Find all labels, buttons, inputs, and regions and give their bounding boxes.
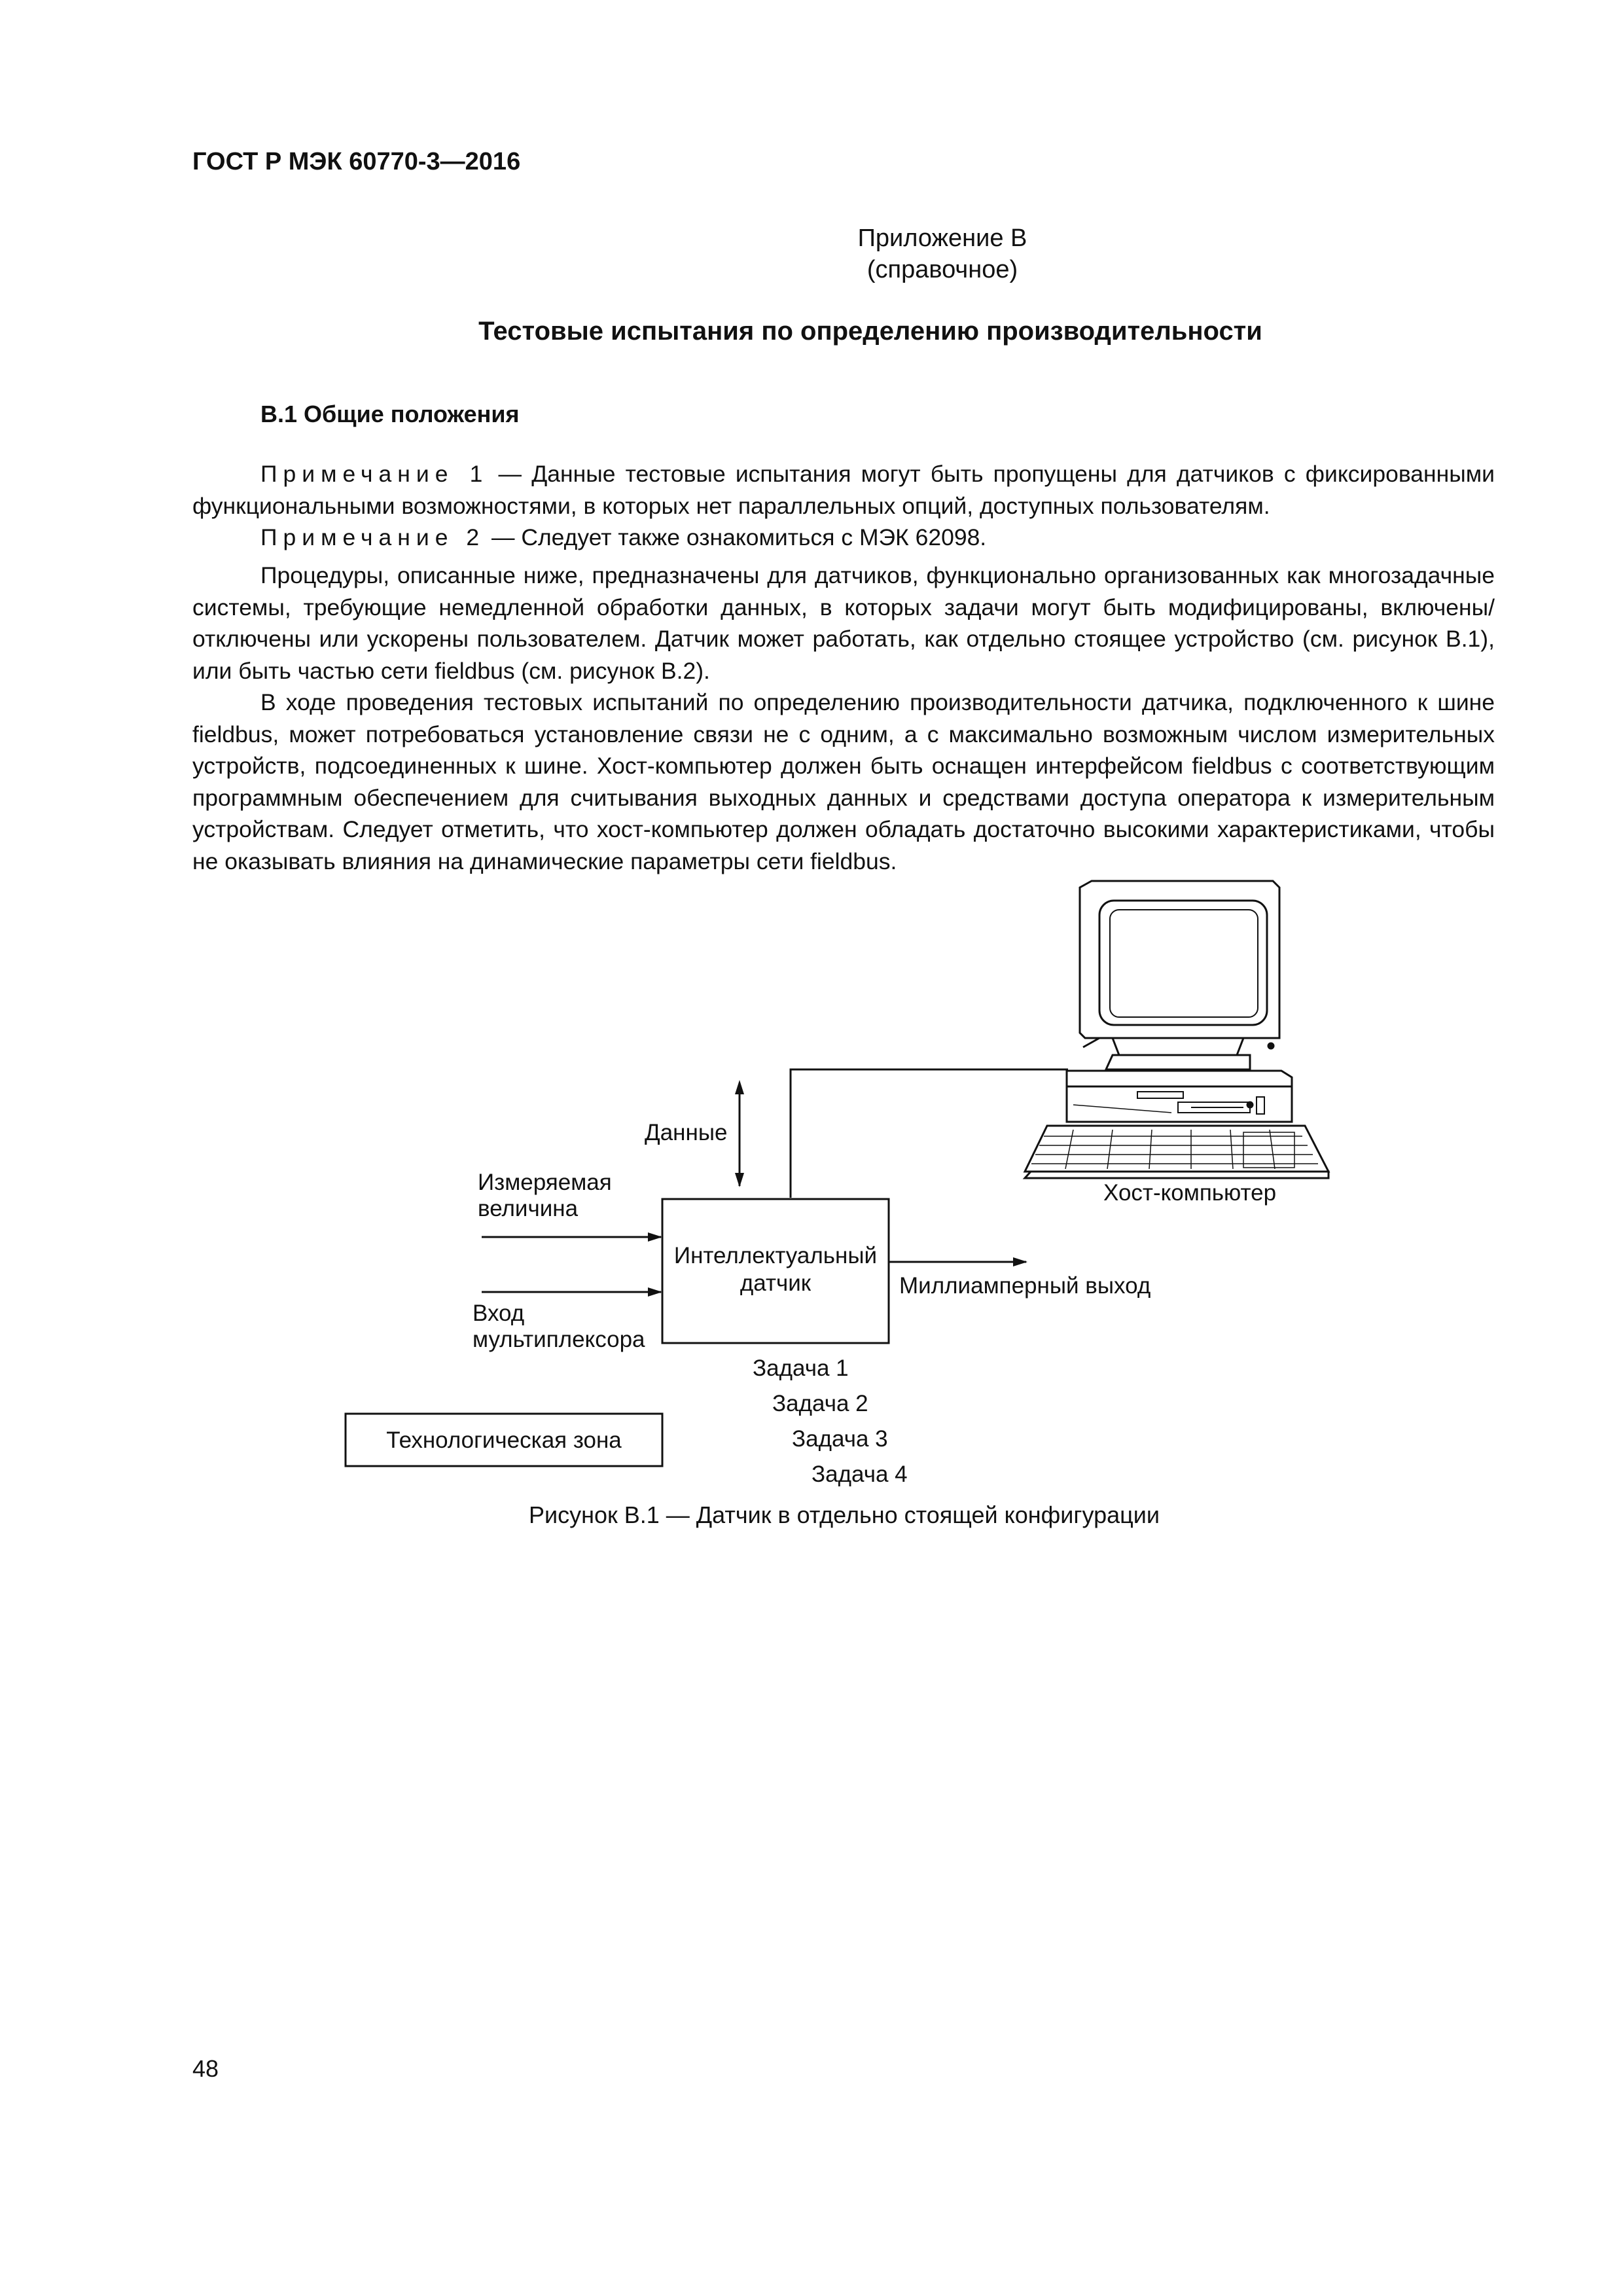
note-1-text: — Данные тестовые испытания могут быть пропущены для датчиков с фиксированными функциональными возможностями, в которых нет параллельных опций, доступных пользователям.	[192, 461, 1495, 519]
paragraph-2: В ходе проведения тестовых испытаний по определению производительности датчика, подключенного к шине fieldbus, может потребоваться установление связи не с одним, а с максимально возможным числом измерительных устройств, подсоединенных к шине. Хост-компьютер должен быть оснащен интерфейсом fieldbus с соответствующим программным обеспечением для считывания выходных данных и средствами доступа оператора к измерительным устройствам. Следует отметить, что хост-компьютер должен обладать достаточно высокими характеристиками, чтобы не оказывать влияния на динамические параметры сети fieldbus.	[192, 689, 1495, 874]
measured-label-line2: величина	[478, 1196, 579, 1221]
document-id: ГОСТ Р МЭК 60770-3—2016	[192, 148, 521, 175]
data-label: Данные	[645, 1120, 728, 1145]
sensor-label-line2: датчик	[740, 1270, 812, 1296]
host-computer-icon	[1025, 881, 1329, 1178]
process-zone-label: Технологическая зона	[386, 1427, 622, 1453]
note-1-label: Примечание 1	[260, 461, 489, 487]
annex-heading: Тестовые испытания по определению производительности	[478, 317, 1262, 346]
ma-output-label: Миллиамперный выход	[899, 1273, 1151, 1299]
host-label: Хост-компьютер	[1103, 1180, 1277, 1206]
task-2: Задача 2	[772, 1391, 868, 1416]
page-number: 48	[192, 2055, 219, 2082]
task-1: Задача 1	[753, 1355, 849, 1381]
measured-label-line1: Измеряемая	[478, 1170, 612, 1195]
section-title: В.1 Общие положения	[260, 401, 520, 427]
mux-label-line2: мультиплексора	[473, 1327, 645, 1352]
annex-title-line2: (справочное)	[866, 256, 1018, 283]
sensor-label-line1: Интеллектуальный	[673, 1243, 878, 1268]
note-2-text: — Следует также ознакомиться с МЭК 62098.	[485, 524, 987, 550]
mux-label-line1: Вход	[473, 1300, 525, 1326]
note-2-label: Примечание 2	[260, 524, 486, 550]
paragraph-1: Процедуры, описанные ниже, предназначены для датчиков, функционально организованных как многозадачные системы, требующие немедленной обработки данных, в которых задачи могут быть модифицированы, включены/отключены или ускорены пользователем. Датчик может работать, как отдельно стоящее устройство (см. рисунок В.1), или быть частью сети fieldbus (см. рисунок В.2).	[192, 562, 1495, 684]
figure-caption: Рисунок В.1 — Датчик в отдельно стоящей конфигурации	[528, 1501, 1160, 1528]
task-4: Задача 4	[812, 1462, 908, 1487]
task-3: Задача 3	[792, 1426, 888, 1452]
annex-title-line1: Приложение В	[857, 224, 1027, 252]
